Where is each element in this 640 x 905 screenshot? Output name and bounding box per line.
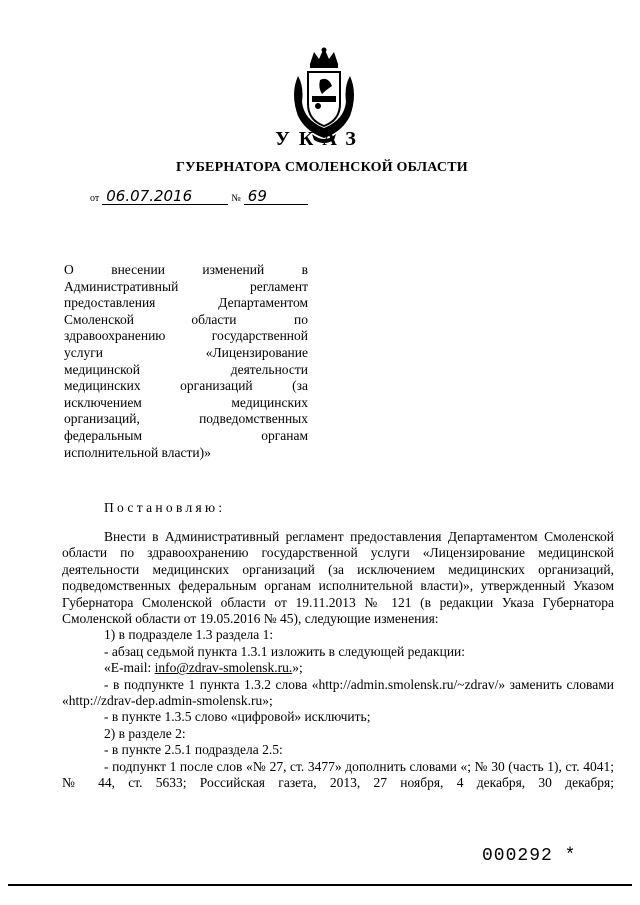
document-title: УКАЗ: [275, 128, 365, 150]
list-item: - абзац седьмой пункта 1.3.1 изложить в следующей редакции:: [104, 643, 466, 659]
email-link[interactable]: info@zdrav-smolensk.ru.: [154, 660, 293, 676]
date-label: от: [90, 193, 100, 204]
subject-line: организаций, подведомственных: [64, 411, 308, 427]
list-item: 1) в подразделе 1.3 раздела 1:: [104, 627, 274, 643]
subject-line: исполнительной власти)»: [64, 444, 211, 460]
subject-line: здравоохранению государственной: [64, 328, 308, 344]
serial-number: 000292 *: [482, 846, 577, 866]
number-label: №: [231, 193, 241, 204]
subject-line: О внесении изменений в: [64, 262, 308, 277]
subject-block: [64, 262, 308, 461]
email-suffix: »;: [292, 660, 303, 676]
subject-line: федеральным органам: [64, 427, 308, 443]
subject-line: медицинской деятельности: [64, 361, 308, 377]
body-paragraph: Внести в Административный регламент предоставления Департаментом Смоленской области по здравоохранению государственной услуги «Лицензирование медицинской деятельности медицинских организаций (за исключением медицинских организаций, подведомственных федеральным органам исполнительной власти)», утвержденный Указом Губернатора Смоленской области от 19.11.2013 № 121 (в редакции Указа Губернатора Смоленской области от 19.05.2016 № 45), следующие изменения:: [62, 529, 614, 627]
subject-line: предоставления Департаментом: [64, 295, 308, 311]
subject-line: медицинских организаций (за: [64, 378, 308, 394]
date-number-line: [90, 188, 308, 205]
subject-line: Административный регламент: [64, 278, 308, 294]
list-item: [62, 660, 614, 676]
list-item: - в подпункте 1 пункта 1.3.2 слова «http://admin.smolensk.ru/~zdrav/» заменить словами «http://zdrav-dep.admin-smolensk.ru»;: [62, 676, 614, 709]
list-item: - подпункт 1 после слов «№ 27, ст. 3477» дополнить словами «; № 30 (часть 1), ст. 4041; № 44, ст. 5633; Российская газета, 2013, 27 ноября, 4 декабря, 30 декабря;: [62, 758, 614, 791]
handwritten-date: 06.07.2016: [102, 188, 228, 205]
subject-line: исключением медицинских: [64, 394, 308, 410]
list-item: - в пункте 1.3.5 слово «цифровой» исключить;: [104, 709, 371, 725]
document-subtitle: ГУБЕРНАТОРА СМОЛЕНСКОЙ ОБЛАСТИ: [176, 160, 468, 175]
bottom-rule: [8, 884, 632, 886]
decree-word: Постановляю:: [104, 500, 226, 515]
subject-line: Смоленской области по: [64, 311, 308, 327]
document-body: [62, 529, 614, 792]
email-prefix: «E-mail:: [104, 660, 155, 676]
subject-line: услуги «Лицензирование: [64, 344, 308, 360]
list-item: 2) в разделе 2:: [104, 725, 186, 741]
list-item: - в пункте 2.5.1 подраздела 2.5:: [104, 742, 283, 758]
handwritten-number: 69: [244, 188, 308, 205]
